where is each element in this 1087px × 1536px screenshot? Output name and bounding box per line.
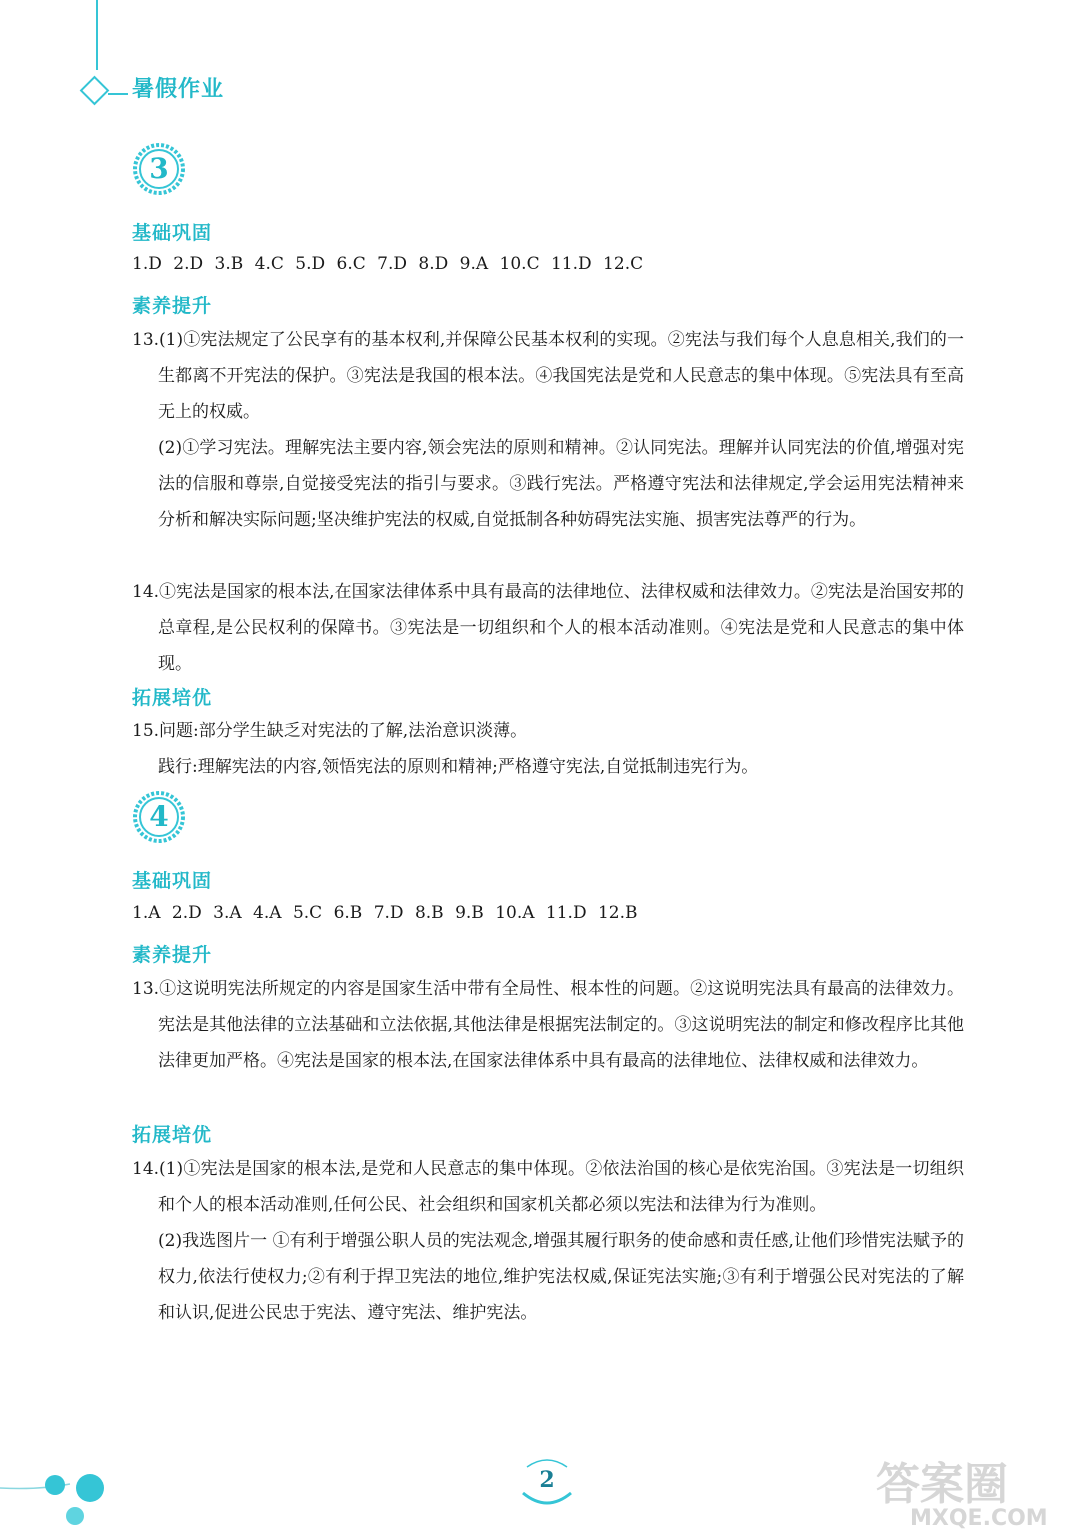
section-3-q14: 14.①宪法是国家的根本法,在国家法律体系中具有最高的法律地位、法律权威和法律效力。②宪法是治国安邦的总章程,是公民权利的保障书。③宪法是一切组织和个人的根本活动准则。④宪法是党和人民意志的集中体现。 bbox=[132, 582, 964, 674]
section-3-extend-title: 拓展培优 bbox=[132, 687, 213, 709]
section-3-badge bbox=[132, 142, 186, 196]
section-3-q15-action: 践行:理解宪法的内容,领悟宪法的原则和精神;严格遵守宪法,自觉抵制违宪行为。 bbox=[158, 757, 759, 777]
section-4-q14-part2: (2)我选图片一 ①有利于增强公职人员的宪法观念,增强其履行职务的使命感和责任感,让他们珍惜宪法赋予的权力,依法行使权力;②有利于捍卫宪法的地位,维护宪法权威,保证宪法实施;③有利于增强公民对宪法的了解和认识,促进公民忠于宪法、遵守宪法、维护宪法。 bbox=[158, 1231, 964, 1323]
watermark-logo bbox=[870, 1455, 1080, 1530]
page-number: 2 bbox=[539, 1467, 555, 1493]
section-4-basic-title: 基础巩固 bbox=[132, 870, 213, 892]
section-3-literacy-title: 素养提升 bbox=[132, 295, 213, 317]
section-4-extend-title: 拓展培优 bbox=[132, 1124, 213, 1146]
decorative-dots-icon bbox=[0, 1460, 130, 1530]
header-line bbox=[96, 0, 98, 70]
watermark-subtext: MXQE.COM bbox=[910, 1506, 1048, 1530]
watermark-text: 答案圈 bbox=[876, 1459, 1008, 1510]
section-3-number: 3 bbox=[149, 152, 169, 185]
section-3-basic-answers: 1.D 2.D 3.B 4.C 5.D 6.C 7.D 8.D 9.A 10.C 11.D 12.C bbox=[132, 254, 644, 274]
diamond-icon bbox=[80, 76, 110, 106]
section-3-q15-problem: 15.问题:部分学生缺乏对宪法的了解,法治意识淡薄。 bbox=[132, 721, 528, 741]
section-3-basic-title: 基础巩固 bbox=[132, 222, 213, 244]
page-header-title: 暑假作业 bbox=[132, 77, 225, 102]
section-4-badge bbox=[132, 790, 186, 844]
section-4-number: 4 bbox=[149, 800, 169, 833]
section-3-q13-part2: (2)①学习宪法。理解宪法主要内容,领会宪法的原则和精神。②认同宪法。理解并认同宪法的价值,增强对宪法的信服和尊崇,自觉接受宪法的指引与要求。③践行宪法。严格遵守宪法和法律规定,学会运用宪法精神来分析和解决实际问题;坚决维护宪法的权威,自觉抵制各种妨碍宪法实施、损害宪法尊严的行为。 bbox=[158, 438, 964, 530]
section-4-basic-answers: 1.A 2.D 3.A 4.A 5.C 6.B 7.D 8.B 9.B 10.A 11.D 12.B bbox=[132, 903, 638, 923]
section-4-q14-part1: 14.(1)①宪法是国家的根本法,是党和人民意志的集中体现。②依法治国的核心是依宪治国。③宪法是一切组织和个人的根本活动准则,任何公民、社会组织和国家机关都必须以宪法和法律为行为准则。 bbox=[132, 1159, 964, 1215]
header-connector bbox=[108, 93, 128, 95]
section-4-q13: 13.①这说明宪法所规定的内容是国家生活中带有全局性、根本性的问题。②这说明宪法具有最高的法律效力。宪法是其他法律的立法基础和立法依据,其他法律是根据宪法制定的。③这说明宪法的制定和修改程序比其他法律更加严格。④宪法是国家的根本法,在国家法律体系中具有最高的法律地位、法律权威和法律效力。 bbox=[132, 979, 964, 1071]
section-3-q13-part1: 13.(1)①宪法规定了公民享有的基本权利,并保障公民基本权利的实现。②宪法与我们每个人息息相关,我们的一生都离不开宪法的保护。③宪法是我国的根本法。④我国宪法是党和人民意志的集中体现。⑤宪法具有至高无上的权威。 bbox=[132, 330, 964, 422]
section-4-literacy-title: 素养提升 bbox=[132, 944, 213, 966]
